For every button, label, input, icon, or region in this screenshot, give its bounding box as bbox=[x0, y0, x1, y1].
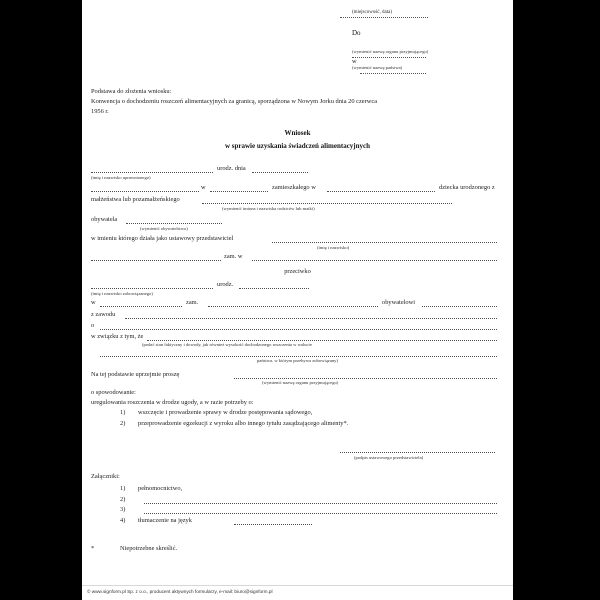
footer-copyright: © www.signform.pl Sp. z o.o., producent aktywnych formularzy, e-mail: biuro@signform.pl bbox=[87, 589, 273, 594]
country-prefix: w bbox=[352, 58, 357, 65]
creditor-birth-rule bbox=[252, 172, 308, 173]
document-title-line1: Wniosek bbox=[284, 129, 311, 137]
debtor-citizen-label: obywatelowi bbox=[382, 299, 416, 306]
attachment-item-1-num: 1) bbox=[120, 485, 126, 492]
request-authority-rule bbox=[234, 378, 497, 379]
creditor-birthplace-rule-b bbox=[210, 191, 268, 192]
document-title-line2: w sprawie uzyskania świadczeń alimentacyjnych bbox=[224, 142, 371, 150]
debtor-reason-label: w związku z tym, że bbox=[91, 333, 144, 340]
debtor-citizenship-rule bbox=[422, 306, 497, 307]
document-page bbox=[82, 0, 513, 600]
attachment-item-4 bbox=[120, 517, 192, 525]
creditor-name-caption: (imię i nazwisko uprawnionego) bbox=[91, 175, 151, 180]
request-item-1-num: 1) bbox=[120, 409, 126, 416]
representative-caption: (imię i nazwisko) bbox=[317, 245, 350, 250]
creditor-parents-rule bbox=[202, 203, 452, 204]
debtor-about-rule bbox=[100, 329, 497, 330]
creditor-in-label: w bbox=[201, 184, 206, 191]
debtor-residence-rule bbox=[208, 306, 378, 307]
attachments-label: Załączniki: bbox=[91, 473, 120, 480]
debtor-profession-rule bbox=[125, 318, 497, 319]
creditor-marriage-label: małżeństwa lub pozamałżeńskiego bbox=[91, 196, 180, 203]
creditor-citizenship-rule bbox=[126, 223, 222, 224]
footnote-marker: * bbox=[91, 545, 95, 552]
representative-addr-rule-b bbox=[252, 260, 497, 261]
representative-residence-label: zam. w bbox=[224, 253, 243, 260]
authority-caption: (wymienić nazwę organu przyjmującego) bbox=[352, 49, 429, 54]
debtor-reason-rule bbox=[147, 340, 497, 341]
creditor-parents-caption: (wymienić imiona i nazwiska rodziców lub matki) bbox=[222, 206, 315, 211]
attachment-item-3-num: 3) bbox=[120, 506, 126, 513]
signature-caption: (podpis ustawowego przedstawiciela) bbox=[354, 455, 424, 460]
request-item-1 bbox=[120, 409, 312, 417]
request-item-2-text: przeprowadzenie egzekucji z wyroku albo innego tytułu zasądzającego alimenty*. bbox=[138, 420, 349, 427]
attachment-item-1-text: pełnomocnictwo, bbox=[138, 485, 183, 492]
debtor-birth-rule bbox=[239, 288, 309, 289]
creditor-birthplace-rule-a bbox=[91, 191, 199, 192]
debtor-birth-label: urodz. bbox=[217, 281, 234, 288]
request-item-2 bbox=[120, 420, 348, 428]
creditor-residence-rule bbox=[327, 191, 435, 192]
request-item-2-num: 2) bbox=[120, 420, 126, 427]
debtor-in-label: w bbox=[91, 299, 96, 306]
debtor-residence-label: zam. bbox=[186, 299, 199, 306]
debtor-profession-label: z zawodu bbox=[91, 311, 116, 318]
request-item-1-text: wszczęcie i prowadzenie sprawy w drodze postępowania sądowego, bbox=[138, 409, 313, 416]
creditor-citizen-label: obywatela bbox=[91, 216, 118, 223]
request-cause-label: o spowodowanie: bbox=[91, 389, 136, 396]
request-settlement-label: uregulowania roszczenia w drodze ugody, a w razie potrzeby o: bbox=[91, 399, 254, 406]
request-intro: Na tej podstawie uprzejmie proszę bbox=[91, 371, 180, 378]
document-body bbox=[82, 0, 513, 600]
attachment-item-3 bbox=[120, 506, 138, 514]
debtor-about-label: o bbox=[91, 322, 95, 329]
legal-basis-line1: Konwencja o dochodzeniu roszczeń alimentacyjnych za granicą, sporządzona w Nowym Jorku dnia 20 czerwca bbox=[91, 98, 378, 105]
attachment-item-4-num: 4) bbox=[120, 517, 126, 524]
representative-name-rule bbox=[272, 242, 497, 243]
legal-basis-line2: 1956 r. bbox=[91, 108, 109, 115]
attachment-rule-3 bbox=[144, 513, 497, 514]
debtor-birthplace-rule bbox=[100, 306, 182, 307]
against-label: przeciwko bbox=[284, 268, 311, 275]
creditor-name-rule bbox=[91, 172, 213, 173]
debtor-name-rule bbox=[91, 288, 213, 289]
creditor-residence-label: zamieszkałego w bbox=[272, 184, 316, 191]
attachment-item-4-text: tłumaczenie na język bbox=[138, 517, 192, 524]
addressee-label: Do bbox=[352, 29, 361, 37]
country-caption: (wymienić nazwę państwa) bbox=[352, 65, 403, 70]
creditor-representative-label: w imieniu którego działa jako ustawowy przedstawiciel bbox=[91, 235, 234, 242]
signature-rule bbox=[340, 452, 495, 453]
footnote-text: Niepotrzebne skreślić. bbox=[120, 545, 178, 552]
creditor-citizenship-caption: (wymienić obywatelstwo) bbox=[140, 226, 188, 231]
debtor-reason-caption-line1: (podać stan faktyczny i dowody, jak również wysokość dochodzonego roszczenia w walucie bbox=[142, 342, 312, 347]
creditor-child-born-label: dziecka urodzonego z bbox=[439, 184, 495, 191]
attachment-rule-2 bbox=[144, 503, 497, 504]
request-intro-caption: (wymienić nazwę organu przyjmującego) bbox=[262, 380, 339, 385]
footer-divider bbox=[82, 585, 513, 586]
attachment-rule-4 bbox=[234, 524, 312, 525]
place-date-caption: (miejscowość, data) bbox=[352, 10, 392, 15]
creditor-birth-label: urodz. dnia bbox=[217, 165, 246, 172]
attachment-item-2 bbox=[120, 496, 138, 504]
debtor-reason-caption-line2: państwa, w którym przebywa zobowiązany) bbox=[256, 358, 338, 363]
legal-basis-label: Podstawa do złożenia wniosku: bbox=[91, 88, 172, 95]
debtor-name-caption: (imię i nazwisko zobowiązanego) bbox=[91, 291, 153, 296]
attachment-item-1 bbox=[120, 485, 182, 493]
attachment-item-2-num: 2) bbox=[120, 496, 126, 503]
representative-addr-rule-a bbox=[91, 260, 221, 261]
debtor-reason-rule-2 bbox=[100, 356, 497, 357]
